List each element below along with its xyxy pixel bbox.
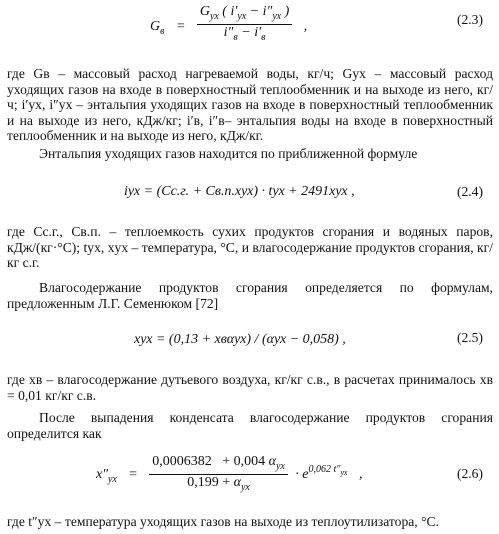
equation-number: (2.4) [456,184,483,199]
equation-2-3 [0,4,499,50]
paragraph-moisture-intro [7,280,493,311]
paragraph-text: где t″ух – температура уходящих газов на выходе из теплоутилизатора, °С. [7,514,439,529]
paragraph-definitions-2-4 [7,224,493,271]
paragraph-text: Влагосодержание продуктов сгорания определяется по формулам, предложенным Л.Г. Семенюком [72] [7,280,493,311]
paragraph-definitions-2-5 [7,372,493,403]
equation-number: (2.6) [456,466,483,481]
paragraph-text: Энтальпия уходящих газов находится по приближенной формуле [39,146,418,161]
paragraph-text: где Cс.г., Cв.п. – теплоемкость сухих продуктов сгорания и водяных паров, кДж/(кг·°С); tух, xух – температура, °С, и влагосодержание продуктов сгорания, кг/кг с.г. [7,224,493,271]
paragraph-condensate-intro [7,410,493,441]
paragraph-definitions-2-3 [7,66,493,144]
equation-2-3-formula: $G_в$ = $\frac{G_{ух} ( i'_{ух} - i''_{ух} )}{i''_в - i'_в}$ , [150,6,307,48]
equation-2-4-formula: iух = (Cс.г. + Cв.п.xух) · tух + 2491xух , [124,184,355,199]
equation-2-6-formula: $x''_{ух}$ = $\frac{0,0006382 + 0,004 \alpha_{ух}}{0,199 + \alpha_{ух}}$ · $e^{0,062 t''_{ух}}$ , [96,454,362,496]
paragraph-text: После выпадения конденсата влагосодержание продуктов сгорания определится как [7,410,493,441]
equation-2-4 [0,178,499,208]
paragraph-definitions-2-6 [7,514,493,530]
equation-number: (2.3) [456,12,483,27]
paragraph-enthalpy-intro [7,146,493,162]
equation-2-6 [0,452,499,506]
equation-2-5 [0,326,499,356]
equation-number: (2.5) [456,330,483,345]
paragraph-text: где xв – влагосодержание дутьевого воздуха, кг/кг с.в., в расчетах принималось xв = 0,01 кг/кг с.в. [7,372,493,403]
paragraph-text: где Gв – массовый расход нагреваемой воды, кг/ч; Gух – массовый расход уходящих газов на входе в поверхностный теплообменник и на выходе из него, кг/ч; i′ух, i″ух – энтальпия уходящих газов на входе в поверхностный теплообменник и на выходе из него, кДж/кг; i′в, i″в– энтальпия воды на входе в поверхностный теплообменник и на выходе из него, кДж/кг. [7,66,493,144]
equation-2-5-formula: xух = (0,13 + xвαух) / (αух − 0,058) , [134,332,346,347]
